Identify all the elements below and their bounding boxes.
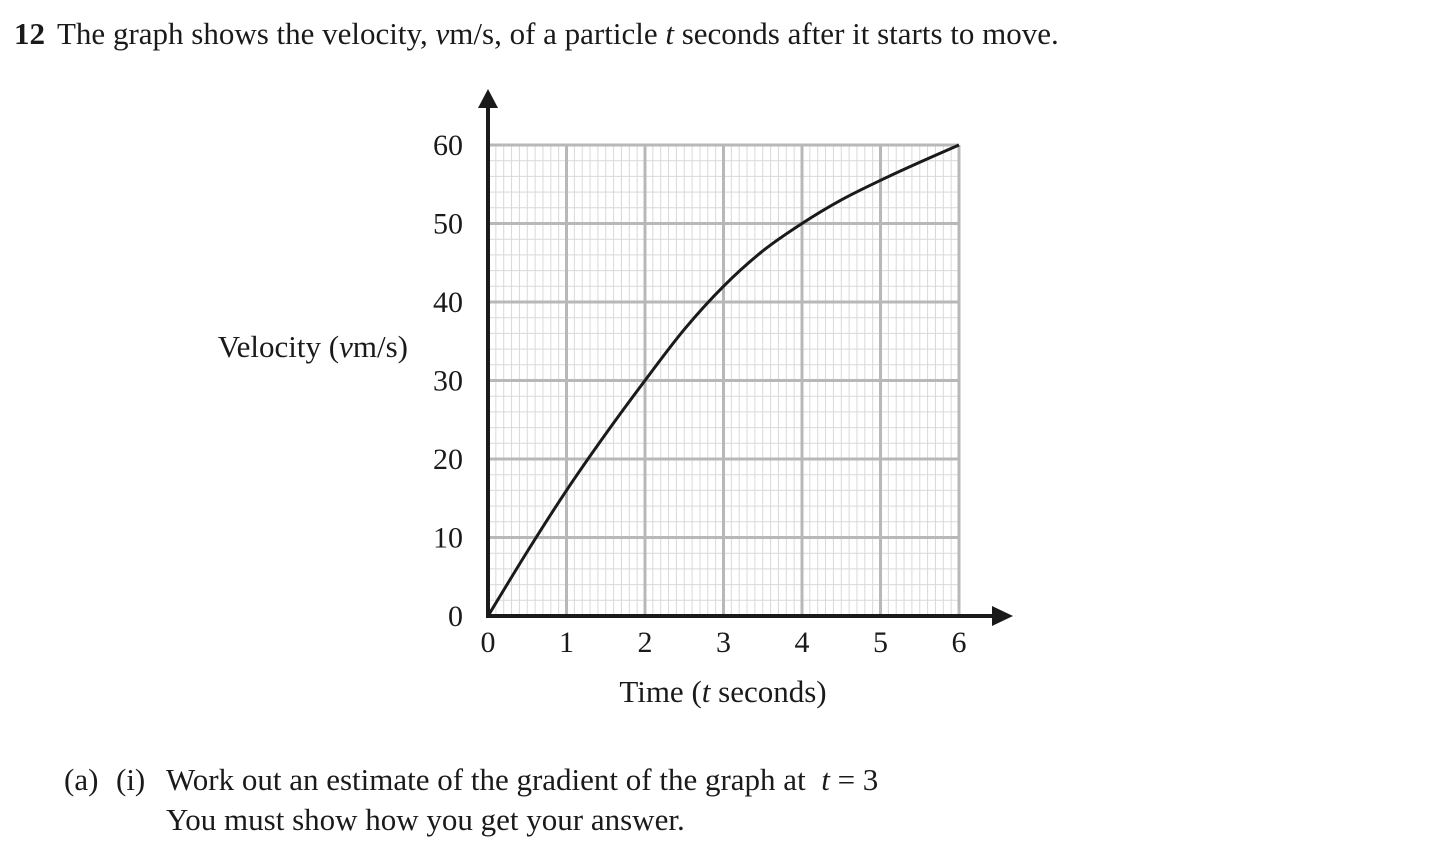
- y-axis-label: Velocity (vm/s): [217, 329, 408, 364]
- part-letter: (a): [64, 762, 99, 797]
- x-tick-label: 4: [794, 626, 810, 659]
- x-tick-label: 5: [873, 626, 888, 659]
- part-a-block: [64, 760, 878, 840]
- question-text-1: The graph shows the velocity,: [57, 16, 428, 51]
- y-tick-label: 60: [433, 129, 463, 162]
- part-equals: = 3: [837, 762, 879, 797]
- part-instruction-line2: You must show how you get your answer.: [166, 802, 685, 837]
- part-roman: (i): [116, 762, 146, 797]
- x-axis-label: Time (t seconds): [619, 674, 827, 709]
- part-a-line-1: [64, 760, 878, 800]
- part-t-symbol: t: [821, 762, 830, 797]
- question-text-2: m/s, of a particle: [449, 16, 658, 51]
- x-tick-label: 0: [480, 626, 496, 659]
- x-tick-label: 6: [951, 626, 967, 659]
- question-t-symbol: t: [665, 16, 674, 51]
- y-tick-label: 20: [433, 443, 463, 476]
- y-tick-label: 40: [433, 286, 463, 319]
- y-tick-label: 0: [448, 600, 463, 633]
- question-number: 12: [14, 16, 45, 51]
- part-a-line-2: [64, 800, 878, 840]
- question-text-3: seconds after it starts to move.: [681, 16, 1059, 51]
- y-tick-label: 30: [433, 364, 463, 398]
- x-tick-label: 1: [559, 626, 574, 659]
- x-tick-label: 3: [716, 626, 731, 659]
- x-tick-label: 2: [637, 626, 653, 659]
- question-v-symbol: v: [435, 16, 450, 51]
- part-instruction: Work out an estimate of the gradient of the graph at: [166, 762, 806, 797]
- y-tick-label: 50: [433, 207, 463, 241]
- y-tick-label: 10: [433, 521, 463, 555]
- x-axis-arrow: [992, 606, 1013, 626]
- y-axis-arrow: [478, 89, 498, 108]
